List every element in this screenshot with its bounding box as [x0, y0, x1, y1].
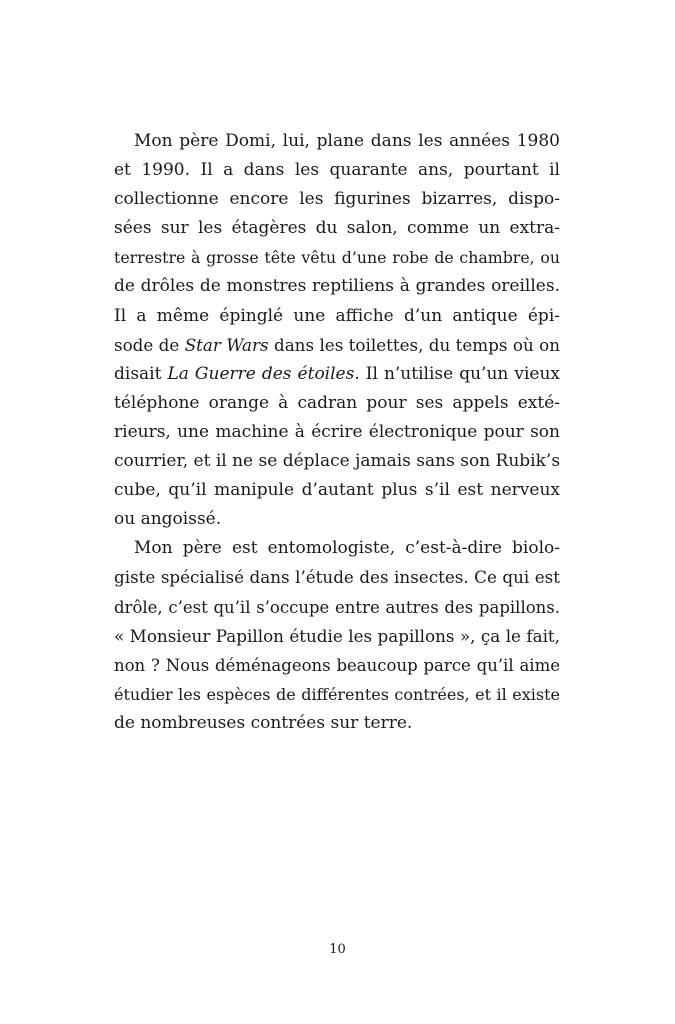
text-segment: de nombreuses contrées sur terre.: [114, 712, 413, 733]
text-line: [114, 243, 560, 272]
text-segment: giste spécialisé dans l’étude des insectes. Ce qui est: [114, 567, 560, 588]
text-segment: sées sur les étagères du salon, comme un extra-: [114, 218, 560, 239]
text-segment: courrier, et il ne se déplace jamais sans son Rubik’s: [114, 451, 561, 472]
text-segment: cube, qu’il manipule d’autant plus s’il est nerveux: [114, 480, 560, 501]
text-segment: . Il n’utilise qu’un vieux: [354, 363, 560, 384]
text-segment: ou angoissé.: [114, 509, 222, 530]
text-line: [114, 651, 560, 680]
text-segment: « Monsieur Papillon étudie les papillons », ça le fait,: [114, 625, 560, 646]
text-segment: sode de: [114, 334, 185, 355]
text-segment: collectionne encore les figurines bizarres, dispo-: [114, 189, 560, 210]
text-line: [114, 680, 560, 709]
text-line: [114, 302, 560, 331]
text-segment: Mon père est entomologiste, c’est-à-dire biolo-: [134, 538, 560, 559]
text-line: [114, 418, 560, 447]
page-number: 10: [329, 942, 346, 957]
text-segment: rieurs, une machine à écrire électronique pour son: [114, 421, 560, 442]
text-segment: téléphone orange à cadran pour ses appels exté-: [114, 392, 560, 413]
text-line: [114, 593, 560, 622]
text-segment: disait: [114, 363, 168, 384]
paragraph-1: [114, 127, 560, 534]
text-line: [114, 272, 560, 301]
body-text: [114, 127, 560, 738]
text-segment: non ? Nous déménageons beaucoup parce qu’il aime: [114, 655, 560, 675]
text-line: [114, 156, 560, 185]
text-line: [114, 127, 560, 156]
text-line: [114, 185, 560, 214]
text-line: [114, 447, 560, 476]
text-line: [114, 534, 560, 563]
text-segment: et 1990. Il a dans les quarante ans, pourtant il: [114, 160, 560, 181]
italic-title: Star Wars: [184, 334, 269, 355]
text-segment: Mon père Domi, lui, plane dans les années 1980: [134, 131, 560, 151]
text-line: [114, 360, 560, 389]
text-segment: dans les toilettes, du temps où on: [268, 334, 560, 355]
text-line: [114, 505, 560, 534]
text-segment: de drôles de monstres reptiliens à grandes oreilles.: [114, 276, 560, 297]
text-line: [114, 389, 560, 418]
text-line: [114, 214, 560, 243]
text-segment: drôle, c’est qu’il s’occupe entre autres des papillons.: [114, 597, 560, 617]
text-line: [114, 563, 560, 592]
text-segment: terrestre à grosse tête vêtu d’une robe de chambre, ou: [114, 248, 560, 268]
text-line: [114, 476, 560, 505]
text-segment: étudier les espèces de différentes contrées, et il existe: [114, 684, 560, 704]
text-line: [114, 622, 560, 651]
italic-title: La Guerre des étoiles: [167, 363, 355, 384]
text-line: [114, 331, 560, 360]
text-segment: Il a même épinglé une affiche d’un antique épi-: [114, 305, 560, 326]
text-line: [114, 709, 560, 738]
paragraph-2: [114, 534, 560, 738]
